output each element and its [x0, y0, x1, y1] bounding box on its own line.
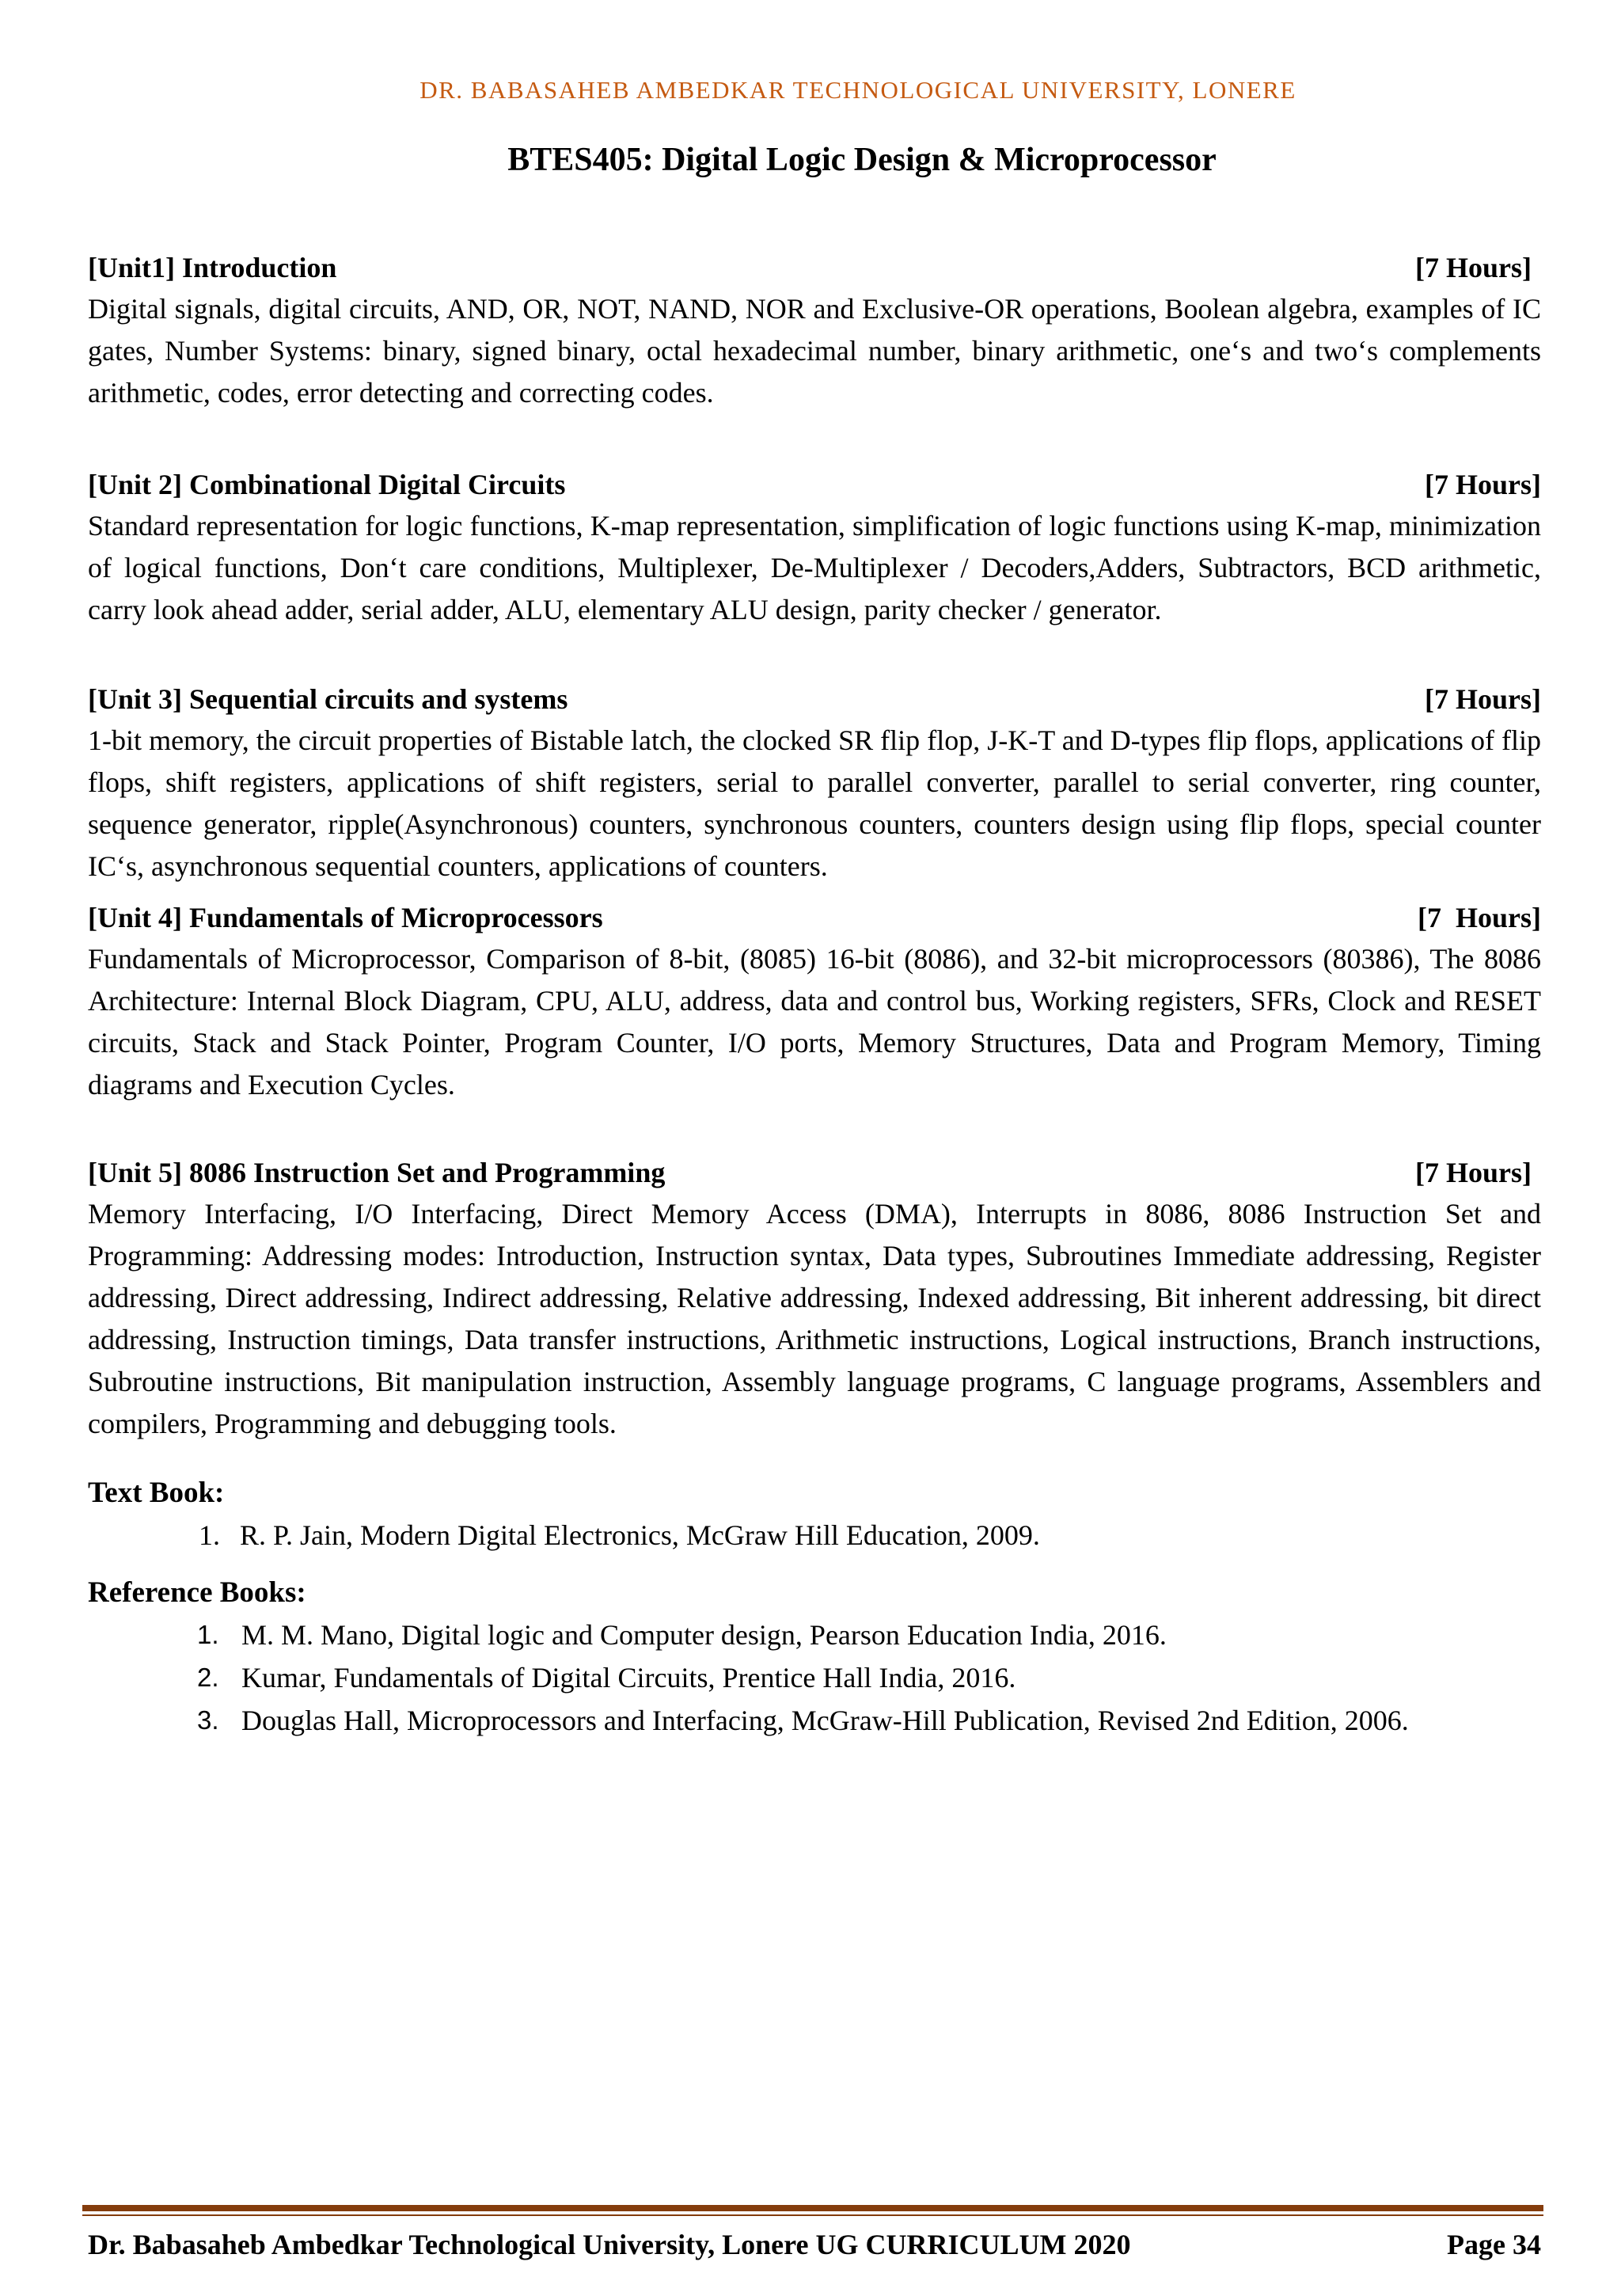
unit-5-body: Memory Interfacing, I/O Interfacing, Direct Memory Access (DMA), Interrupts in 8086, 8086 Instruction Set and Programming: Addressing modes: Introduction, Instruction syntax, Data types, Subroutines Immediate addressing, Register addressing, Direct addressing, Indirect addressing, Relative addressing, Indexed addressing, Bit inherent addressing, bit direct addressing, Instruction timings, Data transfer instructions, Arithmetic instructions, Logical instructions, Branch instructions, Subroutine instructions, Bit manipulation instruction, Assembly language programs, C language programs, Assemblers and compilers, Programming and debugging tools. [88, 1198, 1541, 1439]
course-title: BTES405: Digital Logic Design & Microprocessor [507, 142, 1217, 178]
unit-1-body: Digital signals, digital circuits, AND, OR, NOT, NAND, NOR and Exclusive-OR operations, Boolean algebra, examples of IC gates, Number Systems: binary, signed binary, octal hexadecimal number, binary arithmetic, one‘s and two‘s complements arithmetic, codes, error detecting and correcting codes. [88, 293, 1541, 409]
syllabus-content [88, 247, 1541, 1742]
unit-3-heading [88, 679, 1541, 720]
unit-5-section [88, 1152, 1541, 1445]
unit-1-title: [Unit1] Introduction [88, 252, 337, 283]
reference-books-list [88, 1614, 1541, 1742]
unit-1-section [88, 247, 1541, 414]
unit-4-title: [Unit 4] Fundamentals of Microprocessors [88, 902, 603, 933]
footer-university: Dr. Babasaheb Ambedkar Technological University, Lonere UG CURRICULUM 2020 [88, 2229, 1131, 2260]
unit-2-hours: [7 Hours] [1425, 469, 1541, 500]
unit-3-title: [Unit 3] Sequential circuits and systems [88, 683, 568, 715]
reference-books-heading: Reference Books: [88, 1576, 306, 1609]
unit-2-heading [88, 464, 1541, 505]
unit-5-heading [88, 1152, 1541, 1193]
footer-divider-thick [82, 2205, 1543, 2211]
book-citation: Douglas Hall, Microprocessors and Interfacing, McGraw-Hill Publication, Revised 2nd Edition, 2006. [241, 1705, 1409, 1736]
unit-5-title: [Unit 5] 8086 Instruction Set and Programming [88, 1157, 666, 1188]
unit-3-section [88, 679, 1541, 888]
unit-4-hours: [7 Hours] [1418, 902, 1541, 933]
page-number: Page 34 [1447, 2229, 1541, 2260]
footer-divider-thin [82, 2214, 1543, 2216]
list-number: 1. [199, 1519, 220, 1551]
unit-2-section [88, 464, 1541, 631]
unit-5-hours: [7 Hours] [1415, 1157, 1532, 1188]
text-book-heading: Text Book: [88, 1477, 225, 1509]
text-book-item [199, 1514, 1541, 1557]
reference-book-item [197, 1656, 1541, 1699]
unit-4-section [88, 897, 1541, 1106]
list-number: 1. [197, 1620, 219, 1649]
list-number: 2. [197, 1663, 219, 1692]
page-footer [88, 2225, 1541, 2264]
list-number: 3. [197, 1705, 219, 1735]
unit-4-heading [88, 897, 1541, 938]
book-citation: Kumar, Fundamentals of Digital Circuits, Prentice Hall India, 2016. [241, 1662, 1016, 1693]
unit-3-body: 1-bit memory, the circuit properties of Bistable latch, the clocked SR flip flop, J-K-T and D-types flip flops, applications of flip flops, shift registers, applications of shift registers, serial to parallel converter, parallel to serial converter, ring counter, sequence generator, ripple(Asynchronous) counters, synchronous counters, counters design using flip flops, special counter IC‘s, asynchronous sequential counters, applications of counters. [88, 724, 1541, 882]
book-citation: R. P. Jain, Modern Digital Electronics, McGraw Hill Education, 2009. [240, 1519, 1040, 1551]
book-citation: M. M. Mano, Digital logic and Computer design, Pearson Education India, 2016. [241, 1619, 1167, 1651]
reference-book-item [197, 1699, 1541, 1742]
unit-2-body: Standard representation for logic functions, K-map representation, simplification of logic functions using K-map, minimization of logical functions, Don‘t care conditions, Multiplexer, De-Multiplexer / Decoders,Adders, Subtractors, BCD arithmetic, carry look ahead adder, serial adder, ALU, elementary ALU design, parity checker / generator. [88, 510, 1541, 625]
university-header: DR. BABASAHEB AMBEDKAR TECHNOLOGICAL UNIVERSITY, LONERE [419, 76, 1296, 104]
text-book-list [88, 1514, 1541, 1557]
unit-1-hours: [7 Hours] [1415, 252, 1532, 283]
unit-4-body: Fundamentals of Microprocessor, Comparison of 8-bit, (8085) 16-bit (8086), and 32-bit microprocessors (80386), The 8086 Architecture: Internal Block Diagram, CPU, ALU, address, data and control bus, Working registers, SFRs, Clock and RESET circuits, Stack and Stack Pointer, Program Counter, I/O ports, Memory Structures, Data and Program Memory, Timing diagrams and Execution Cycles. [88, 943, 1541, 1100]
unit-1-heading [88, 247, 1541, 288]
reference-book-item [197, 1614, 1541, 1656]
unit-3-hours: [7 Hours] [1425, 683, 1541, 715]
unit-2-title: [Unit 2] Combinational Digital Circuits [88, 469, 566, 500]
